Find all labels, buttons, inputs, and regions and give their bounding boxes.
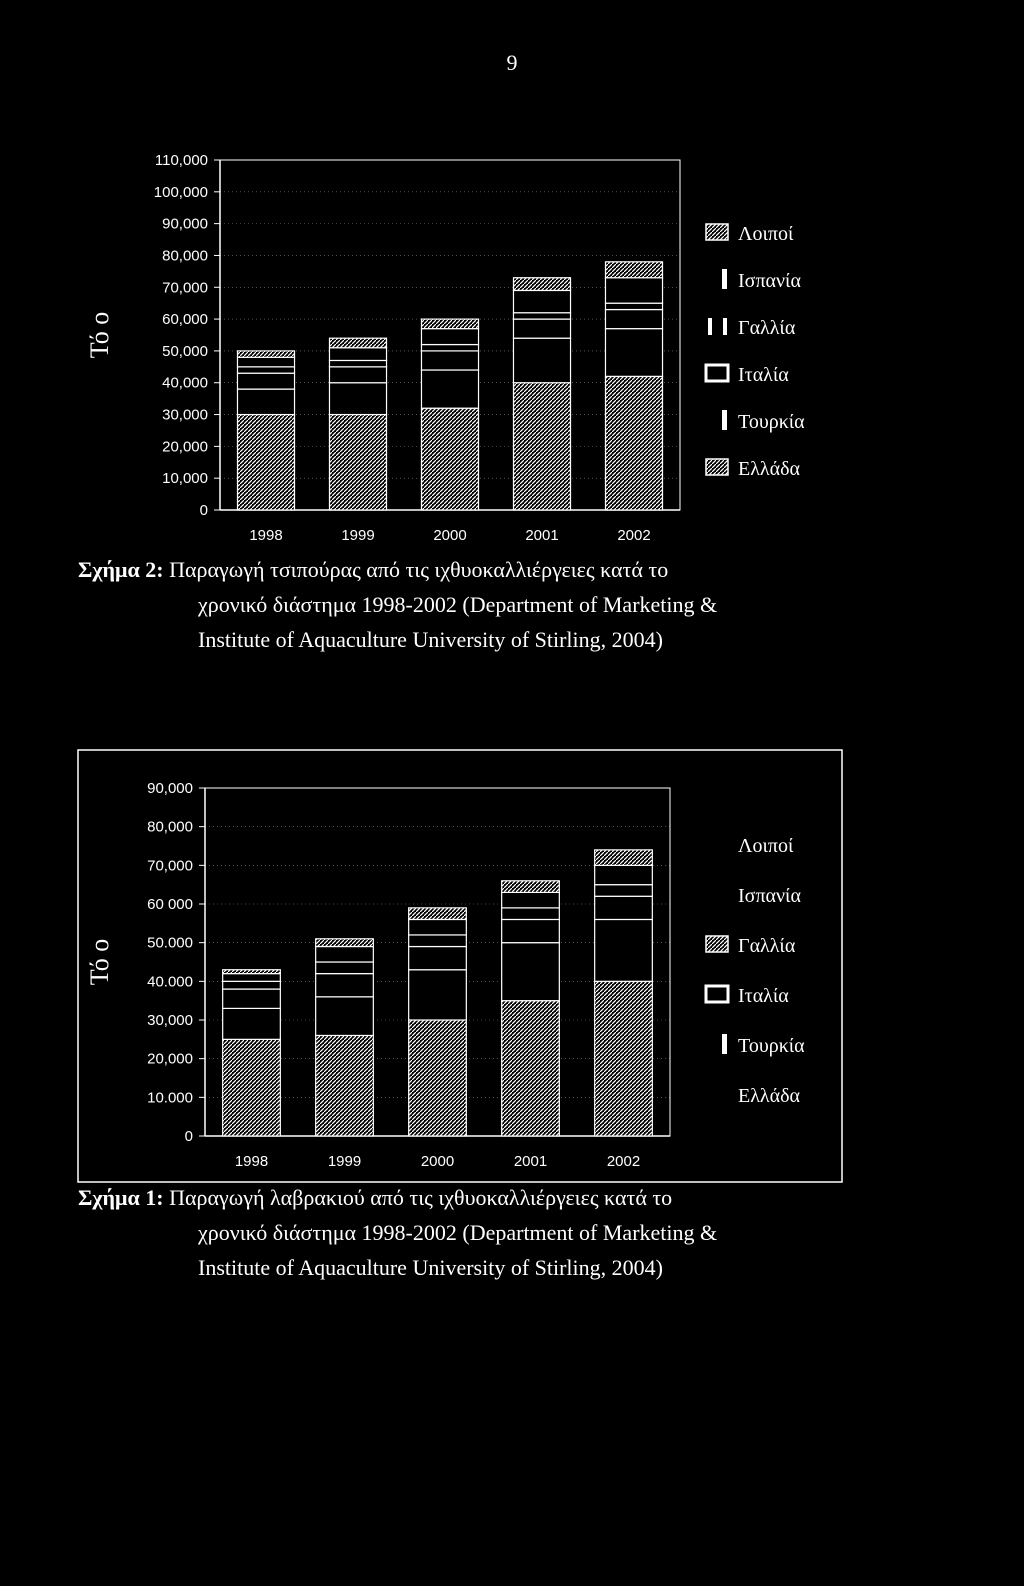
y-axis-label: Τό ο bbox=[85, 938, 114, 986]
y-tick bbox=[154, 184, 680, 201]
legend-label: Ισπανία bbox=[738, 885, 801, 907]
caption-line3: Institute of Aquaculture University of Stirling, 2004) bbox=[198, 627, 663, 652]
legend-item bbox=[706, 223, 794, 245]
bar-segment bbox=[237, 389, 294, 414]
x-tick-label: 2000 bbox=[433, 527, 467, 544]
y-tick-label: 80,000 bbox=[147, 818, 193, 836]
double-bar-icon bbox=[708, 318, 712, 335]
bar-segment bbox=[605, 262, 662, 278]
legend-item bbox=[706, 935, 796, 957]
hatched-square-icon bbox=[706, 936, 728, 952]
caption-line3: Institute of Aquaculture University of Stirling, 2004) bbox=[198, 1255, 663, 1280]
caption-figure-1 bbox=[78, 1180, 968, 1285]
x-tick bbox=[235, 1153, 268, 1170]
bar-segment bbox=[502, 908, 560, 920]
bar-segment bbox=[223, 989, 281, 1008]
legend-item bbox=[722, 269, 801, 292]
x-tick bbox=[421, 1153, 454, 1170]
y-tick bbox=[200, 502, 220, 519]
caption-label: Σχήμα 2: bbox=[78, 557, 164, 582]
bar-segment bbox=[237, 367, 294, 373]
caption-figure-2 bbox=[78, 552, 958, 657]
legend-item bbox=[706, 458, 801, 480]
bar-segment bbox=[223, 1039, 281, 1136]
caption-line1: Παραγωγή τσιπούρας από τις ιχθυοκαλλιέργειες κατά το bbox=[169, 557, 669, 582]
x-tick-label: 2001 bbox=[513, 1153, 548, 1170]
y-tick-label: 30,000 bbox=[147, 1012, 193, 1029]
page-number: 9 bbox=[506, 50, 518, 75]
legend-label: Γαλλία bbox=[738, 935, 796, 957]
y-tick-label: 100,000 bbox=[153, 183, 208, 201]
bar-segment bbox=[421, 351, 478, 370]
open-square-icon bbox=[706, 986, 728, 1002]
y-tick-label: 50,000 bbox=[162, 342, 208, 360]
bar-segment bbox=[409, 970, 467, 1020]
legend-item bbox=[738, 1085, 801, 1107]
x-tick-label: 2000 bbox=[420, 1153, 455, 1170]
bar-segment bbox=[329, 360, 386, 366]
bar-segment bbox=[513, 278, 570, 291]
narrow-bar-icon bbox=[722, 1034, 727, 1054]
bar-segment bbox=[595, 896, 653, 919]
bar-segment bbox=[329, 415, 386, 510]
legend-label: Ισπανία bbox=[738, 270, 801, 292]
caption-line2: χρονικό διάστημα 1998-2002 (Department of Marketing & bbox=[198, 1220, 718, 1245]
y-tick-label: 10.000 bbox=[147, 1089, 193, 1107]
bar-segment bbox=[513, 319, 570, 338]
bar-segment bbox=[316, 997, 374, 1036]
bar-segment bbox=[421, 408, 478, 510]
bar-segment bbox=[605, 310, 662, 329]
y-tick-label: 40,000 bbox=[162, 374, 208, 392]
bar-segment bbox=[595, 981, 653, 1136]
y-tick-label: 0 bbox=[184, 1128, 193, 1145]
y-tick-label: 60 000 bbox=[147, 896, 193, 913]
y-tick-label: 80,000 bbox=[162, 247, 208, 265]
y-tick-label: 70,000 bbox=[162, 279, 208, 297]
legend-label: Λοιποί bbox=[738, 223, 794, 245]
y-tick-label: 30,000 bbox=[162, 406, 208, 424]
x-tick bbox=[433, 527, 466, 544]
open-square-icon bbox=[706, 365, 728, 381]
bar-segment bbox=[223, 970, 281, 974]
x-tick bbox=[341, 527, 374, 544]
y-tick-label: 50.000 bbox=[147, 934, 193, 952]
x-tick bbox=[514, 1153, 547, 1170]
bar-segment bbox=[595, 865, 653, 884]
bar-segment bbox=[409, 1020, 467, 1136]
legend-label: Γαλλία bbox=[738, 317, 796, 339]
bar-segment bbox=[237, 373, 294, 389]
bar-segment bbox=[605, 303, 662, 309]
bar-segment bbox=[223, 981, 281, 989]
bar-segment bbox=[595, 885, 653, 897]
bar-segment bbox=[421, 345, 478, 351]
legend-item bbox=[722, 1034, 805, 1057]
bar-segment bbox=[316, 962, 374, 974]
y-tick-label: 70,000 bbox=[147, 857, 193, 875]
y-tick bbox=[147, 819, 670, 836]
bar-segment bbox=[237, 415, 294, 510]
y-tick-label: 60,000 bbox=[162, 311, 208, 329]
hatched-square-icon bbox=[706, 224, 728, 240]
x-tick-label: 2002 bbox=[606, 1153, 641, 1170]
caption-line2: χρονικό διάστημα 1998-2002 (Department of Marketing & bbox=[198, 592, 718, 617]
legend-label: Ιταλία bbox=[738, 364, 789, 386]
bar-segment bbox=[409, 919, 467, 934]
bar-segment bbox=[329, 383, 386, 415]
x-tick-label: 2001 bbox=[525, 527, 559, 544]
x-tick bbox=[607, 1153, 640, 1170]
y-tick-label: 40.000 bbox=[147, 973, 193, 991]
y-tick-label: 110,000 bbox=[154, 152, 208, 169]
bar-segment bbox=[409, 947, 467, 970]
bar-segment bbox=[237, 351, 294, 357]
legend-label: Λοιποί bbox=[738, 835, 794, 857]
y-axis-label: Τό ο bbox=[85, 311, 114, 359]
y-tick-label: 20,000 bbox=[147, 1050, 193, 1068]
x-tick bbox=[249, 527, 282, 544]
y-tick bbox=[162, 216, 680, 233]
chart-tsipoura bbox=[0, 0, 1024, 560]
bar-segment bbox=[223, 974, 281, 982]
bar-segment bbox=[513, 313, 570, 319]
y-tick bbox=[147, 857, 670, 874]
bar-segment bbox=[513, 338, 570, 383]
caption-label: Σχήμα 1: bbox=[78, 1185, 164, 1210]
x-tick-label: 1998 bbox=[249, 527, 283, 544]
x-tick bbox=[328, 1153, 361, 1170]
bar-segment bbox=[421, 319, 478, 329]
legend-label: Ιταλία bbox=[738, 985, 789, 1007]
hatched-square-icon bbox=[706, 459, 728, 475]
legend-label: Τουρκία bbox=[738, 1035, 805, 1057]
legend-item bbox=[706, 985, 789, 1007]
bar-segment bbox=[329, 338, 386, 348]
legend-item bbox=[708, 317, 796, 339]
bar-segment bbox=[605, 376, 662, 510]
x-tick bbox=[525, 527, 558, 544]
bar-segment bbox=[237, 357, 294, 367]
x-tick-label: 2002 bbox=[617, 527, 651, 544]
x-tick-label: 1998 bbox=[234, 1153, 269, 1170]
bar-segment bbox=[502, 919, 560, 942]
bar-segment bbox=[502, 943, 560, 1001]
bar-segment bbox=[421, 370, 478, 408]
y-tick-label: 90,000 bbox=[162, 215, 208, 233]
x-tick bbox=[617, 527, 650, 544]
bar-segment bbox=[316, 947, 374, 962]
legend-label: Ελλάδα bbox=[738, 1085, 800, 1107]
legend-label: Τουρκία bbox=[738, 411, 805, 433]
y-tick-label: 10,000 bbox=[162, 470, 208, 488]
bar-segment bbox=[409, 935, 467, 947]
legend-label: Ελλάδα bbox=[738, 458, 800, 480]
bar-segment bbox=[316, 939, 374, 947]
caption-line1: Παραγωγή λαβρακιού από τις ιχθυοκαλλιέργειες κατά το bbox=[169, 1185, 673, 1210]
bar-segment bbox=[502, 881, 560, 893]
y-tick bbox=[185, 1128, 205, 1145]
bar-segment bbox=[605, 278, 662, 303]
bar-segment bbox=[223, 1008, 281, 1039]
bar-segment bbox=[502, 892, 560, 907]
bar-segment bbox=[316, 1035, 374, 1136]
bar-segment bbox=[595, 919, 653, 981]
y-tick-label: 0 bbox=[199, 502, 208, 519]
bar-segment bbox=[605, 329, 662, 377]
legend-item bbox=[706, 364, 789, 386]
bar-segment bbox=[421, 329, 478, 345]
bar-segment bbox=[316, 974, 374, 997]
bar-segment bbox=[329, 348, 386, 361]
bar-segment bbox=[329, 367, 386, 383]
x-tick-label: 1999 bbox=[341, 527, 375, 544]
narrow-bar-icon bbox=[722, 410, 727, 430]
y-tick-label: 90,000 bbox=[147, 780, 193, 797]
narrow-bar-icon bbox=[722, 269, 727, 289]
chart-lavraki bbox=[0, 748, 1024, 1188]
bar-segment bbox=[595, 850, 653, 865]
bar-segment bbox=[513, 290, 570, 312]
legend-item bbox=[738, 835, 794, 857]
legend-item bbox=[738, 885, 801, 907]
legend-item bbox=[722, 410, 805, 433]
bar-segment bbox=[409, 908, 467, 920]
bar-segment bbox=[513, 383, 570, 510]
x-tick-label: 1999 bbox=[327, 1153, 362, 1170]
y-tick bbox=[162, 247, 680, 264]
y-tick bbox=[162, 279, 680, 296]
y-tick-label: 20,000 bbox=[162, 438, 208, 456]
double-bar-icon bbox=[723, 318, 727, 335]
bar-segment bbox=[502, 1001, 560, 1136]
